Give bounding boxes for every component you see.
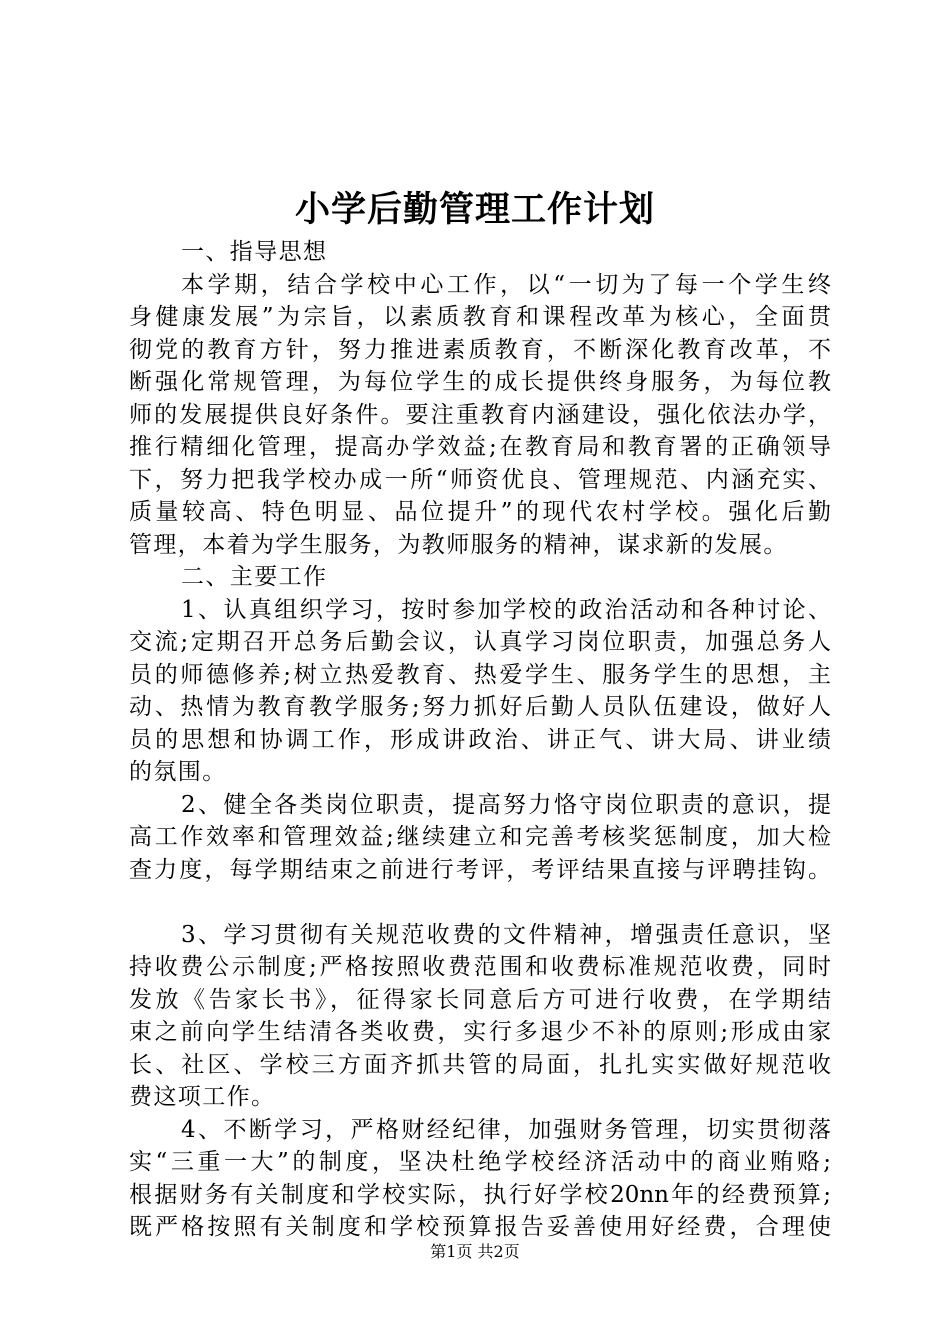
text-line: 下，努力把我学校办成一所“师资优良、管理规范、内涵充实、: [129, 466, 831, 493]
text-line: 3、学习贯彻有关规范收费的文件精神，增强责任意识，坚: [181, 921, 831, 948]
text-line: 二、主要工作: [181, 564, 328, 590]
text-line: 交流;定期召开总务后勤会议，认真学习岗位职责，加强总务人: [129, 629, 831, 655]
text-line: 2、健全各类岗位职责，提高努力恪守岗位职责的意识，提: [181, 791, 831, 818]
text-line: 高工作效率和管理效益;继续建立和完善考核奖惩制度，加大检: [129, 824, 831, 850]
text-line: 持收费公示制度;严格按照收费范围和收费标准规范收费，同时: [129, 954, 831, 980]
text-line: 动、热情为教育教学服务;努力抓好后勤人员队伍建设，做好人: [129, 694, 831, 720]
text-line: 既严格按照有关制度和学校预算报告妥善使用好经费，合理使: [129, 1214, 831, 1240]
text-line: 发放《告家长书》，征得家长同意后方可进行收费，在学期结: [129, 986, 831, 1013]
text-line: 员的师德修养;树立热爱教育、热爱学生、服务学生的思想，主: [129, 661, 831, 688]
text-line: 费这项工作。: [129, 1084, 276, 1110]
blank-line: [129, 886, 831, 919]
text-line: 实“三重一大”的制度，坚决杜绝学校经济活动中的商业贿赂;: [129, 1149, 831, 1175]
text-line: 1、认真组织学习，按时参加学校的政治活动和各种讨论、: [181, 596, 831, 623]
page-footer: 第1页 共2页: [430, 1242, 520, 1261]
text-line: 管理，本着为学生服务，为教师服务的精神，谋求新的发展。: [129, 531, 788, 558]
text-line: 本学期，结合学校中心工作，以“一切为了每一个学生终: [181, 271, 831, 298]
text-line: 质量较高、特色明显、品位提升”的现代农村学校。强化后勤: [129, 499, 831, 525]
document-title: 小学后勤管理工作计划: [294, 189, 655, 230]
text-line: 长、社区、学校三方面齐抓共管的局面，扎扎实实做好规范收: [129, 1051, 831, 1078]
text-line: 束之前向学生结清各类收费，实行多退少不补的原则;形成由家: [129, 1019, 831, 1045]
text-line: 身健康发展”为宗旨，以素质教育和课程改革为核心，全面贯: [129, 304, 831, 330]
text-line: 查力度，每学期结束之前进行考评，考评结果直接与评聘挂钩。: [129, 856, 831, 883]
text-line: 员的思想和协调工作，形成讲政治、讲正气、讲大局、讲业绩: [129, 726, 831, 753]
text-line: 的氛围。: [129, 759, 227, 785]
text-line: 根据财务有关制度和学校实际，执行好学校20nn年的经费预算;: [129, 1181, 831, 1208]
text-line: 彻党的教育方针，努力推进素质教育，不断深化教育改革，不: [129, 336, 831, 363]
text-line: 推行精细化管理，提高办学效益;在教育局和教育署的正确领导: [129, 434, 831, 460]
text-line: 一、指导思想: [181, 239, 328, 265]
text-line: 4、不断学习，严格财经纪律，加强财务管理，切实贯彻落: [181, 1116, 831, 1143]
text-line: 师的发展提供良好条件。要注重教育内涵建设，强化依法办学，: [129, 401, 831, 428]
document-body: [129, 236, 831, 1244]
text-line: 断强化常规管理，为每位学生的成长提供终身服务，为每位教: [129, 369, 831, 395]
